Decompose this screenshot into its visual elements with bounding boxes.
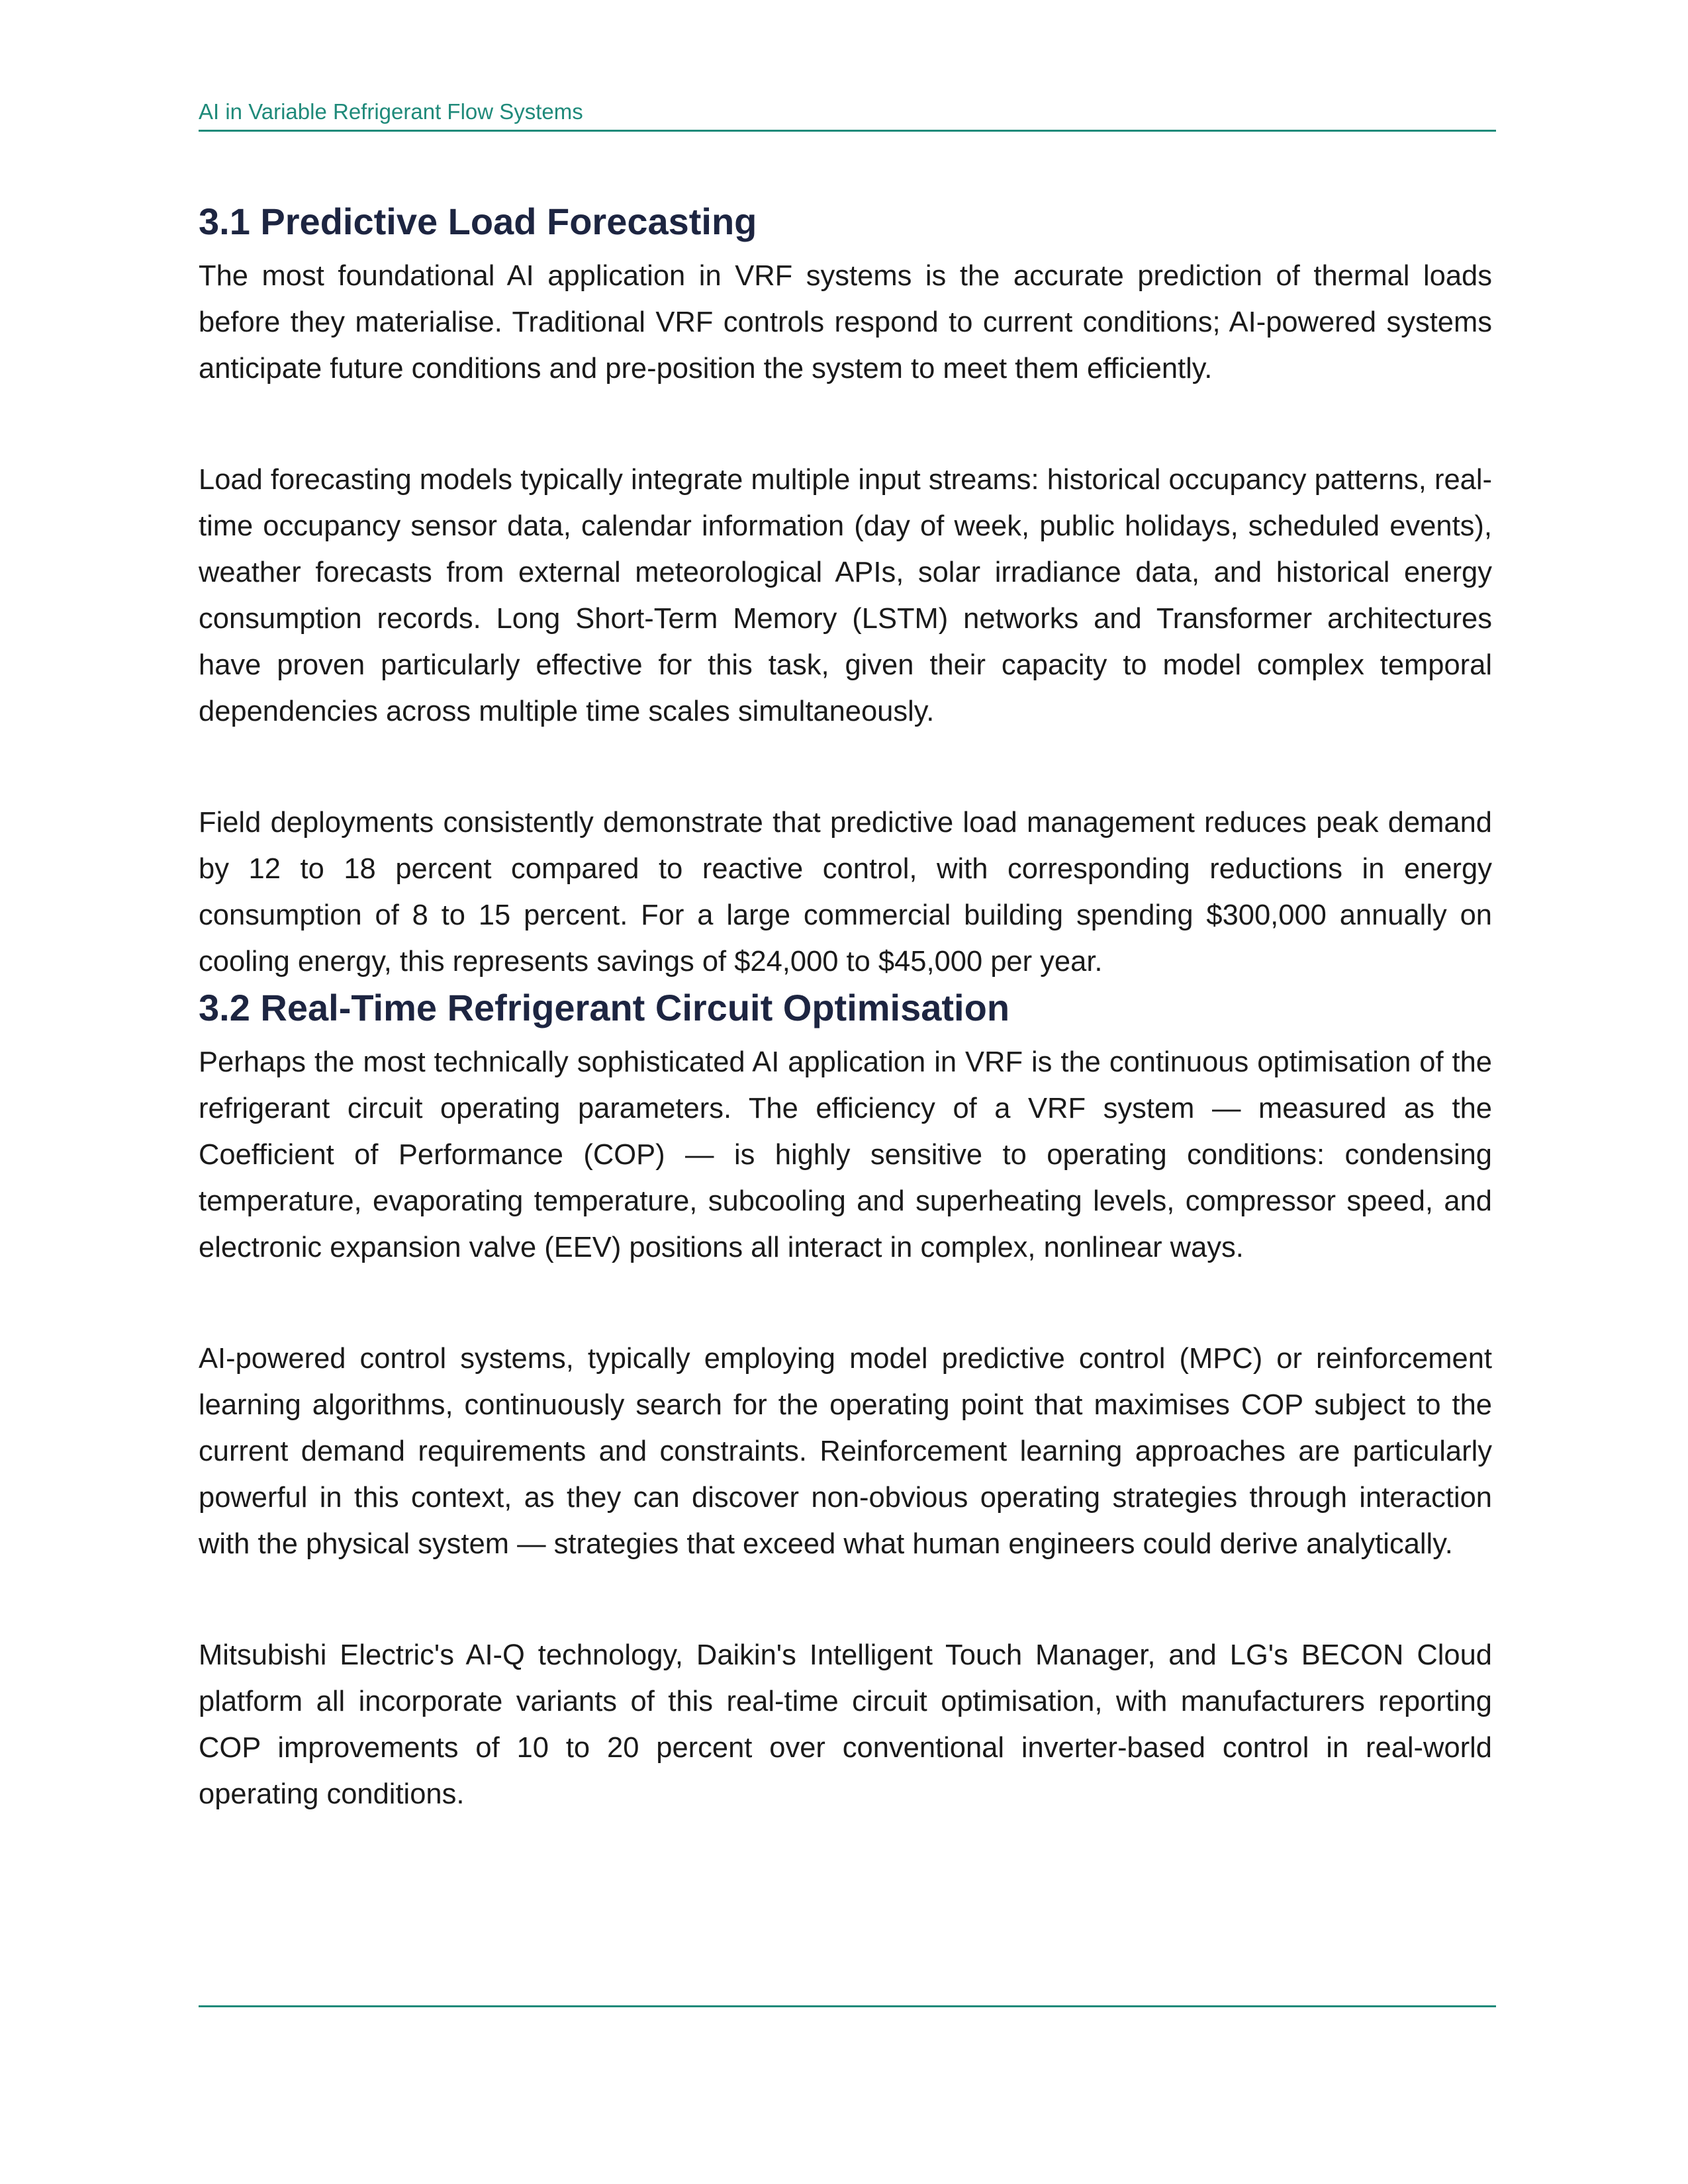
running-header	[199, 97, 1496, 132]
body-paragraph: Mitsubishi Electric's AI-Q technology, Daikin's Intelligent Touch Manager, and LG's BECON Cloud platform all incorporate variants of this real-time circuit optimisation, with manufacturers reporting COP improvements of 10 to 20 percent over conventional inverter-based control in real-world operating conditions.	[199, 1639, 1492, 1810]
body-paragraph: Load forecasting models typically integrate multiple input streams: historical occupancy patterns, real-time occupancy sensor data, calendar information (day of week, public holidays, scheduled events), weather forecasts from external meteorological APIs, solar irradiance data, and historical energy consumption records. Long Short-Term Memory (LSTM) networks and Transformer architectures have proven particularly effective for this task, given their capacity to model complex temporal dependencies across multiple time scales simultaneously.	[199, 464, 1492, 727]
page-content	[199, 199, 1492, 1817]
body-paragraph: AI-powered control systems, typically employing model predictive control (MPC) or reinforcement learning algorithms, continuously search for the operating point that maximises COP subject to the current demand requirements and constraints. Reinforcement learning approaches are particularly powerful in this context, as they can discover non-obvious operating strategies through interaction with the physical system — strategies that exceed what human engineers could derive analytically.	[199, 1343, 1492, 1560]
body-paragraph: Perhaps the most technically sophisticated AI application in VRF is the continuous optimisation of the refrigerant circuit operating parameters. The efficiency of a VRF system — measured as the Coefficient of Performance (COP) — is highly sensitive to operating conditions: condensing temperature, evaporating temperature, subcooling and superheating levels, compressor speed, and electronic expansion valve (EEV) positions all interact in complex, nonlinear ways.	[199, 1046, 1492, 1263]
section-heading: 3.2 Real-Time Refrigerant Circuit Optimisation	[199, 987, 1010, 1028]
section-refrigerant-circuit-optimisation	[199, 985, 1492, 1817]
body-paragraph: The most foundational AI application in VRF systems is the accurate prediction of thermal loads before they materialise. Traditional VRF controls respond to current conditions; AI-powered systems anticipate future conditions and pre-position the system to meet them efficiently.	[199, 260, 1492, 385]
section-heading: 3.1 Predictive Load Forecasting	[199, 201, 757, 242]
section-predictive-load-forecasting	[199, 199, 1492, 985]
body-paragraph: Field deployments consistently demonstrate that predictive load management reduces peak demand by 12 to 18 percent compared to reactive control, with corresponding reductions in energy consumption of 8 to 15 percent. For a large commercial building spending $300,000 annually on cooling energy, this represents savings of $24,000 to $45,000 per year.	[199, 807, 1492, 978]
running-header-title: AI in Variable Refrigerant Flow Systems	[199, 99, 583, 124]
footer-rule	[199, 2005, 1496, 2007]
